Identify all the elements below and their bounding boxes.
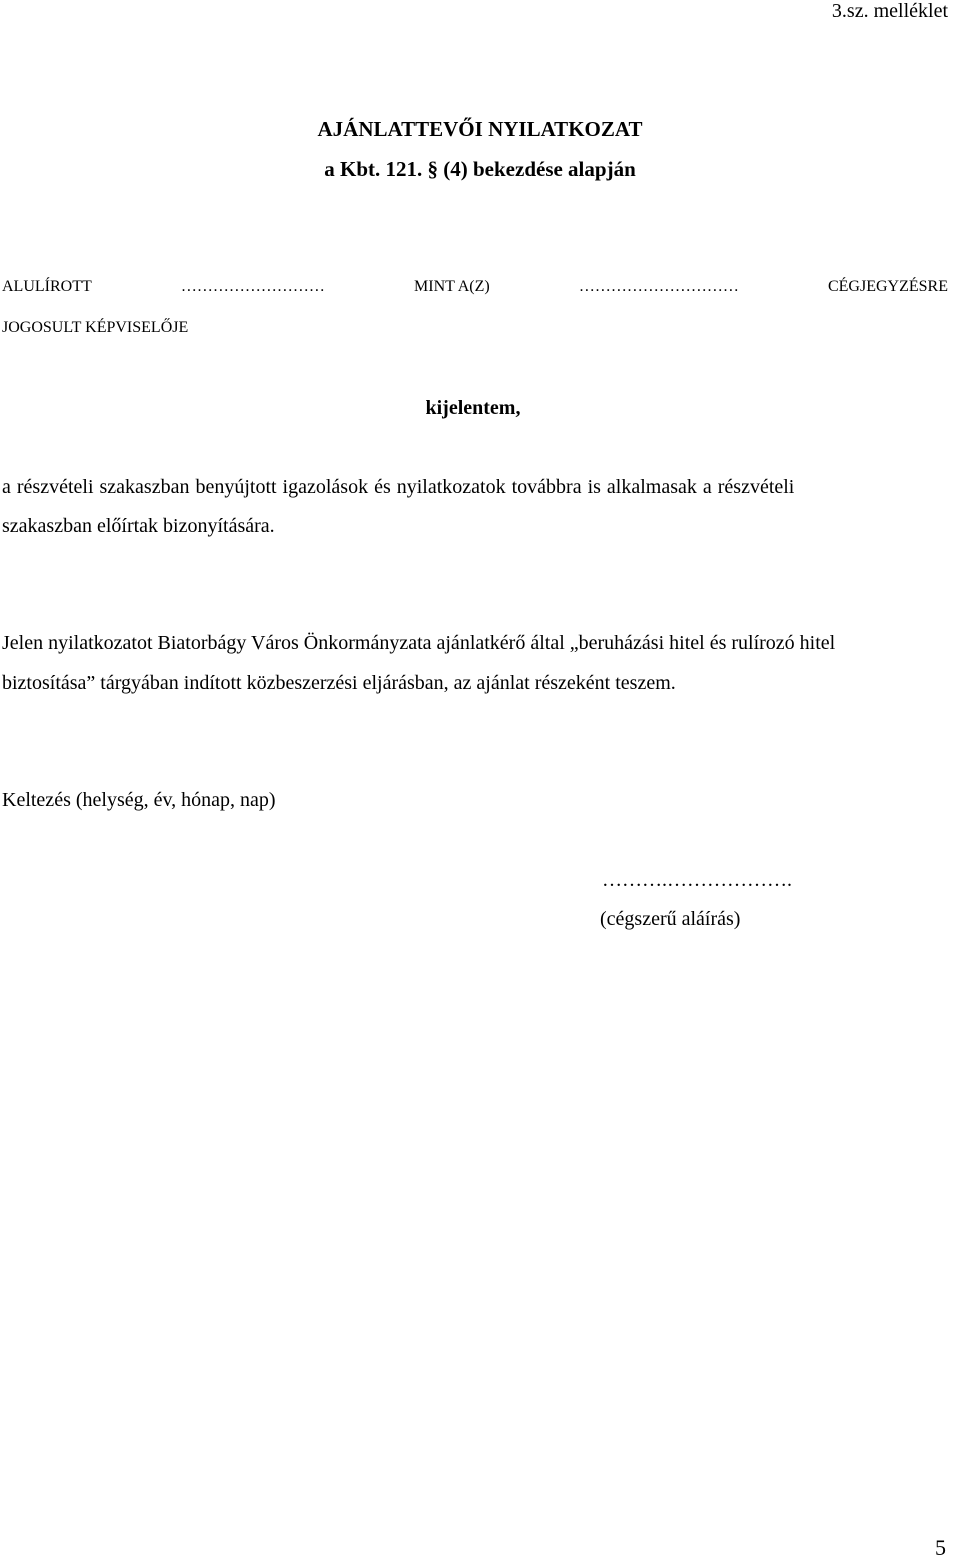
signature-caption: (cégszerű aláírás) [600, 908, 741, 930]
name-placeholder: ……………………… [180, 278, 325, 295]
signature-line: ……….………………. [602, 869, 792, 891]
paragraph2-line2: biztosítása” tárgyában indított közbeszerzési eljárásban, az ajánlat részeként teszem. [2, 672, 676, 694]
authorized-label: CÉGJEGYZÉSRE [827, 278, 948, 295]
undersigned-label: ALULÍROTT [2, 278, 92, 295]
declaration-line [2, 277, 948, 297]
page-number: 5 [935, 1535, 946, 1560]
declare-word: kijelentem, [425, 397, 521, 419]
company-placeholder: ………………………… [578, 278, 739, 295]
document-title: AJÁNLATTEVŐI NYILATKOZAT [317, 117, 643, 141]
representative-label: JOGOSULT KÉPVISELŐJE [2, 319, 189, 336]
paragraph1-line1: a részvételi szakaszban benyújtott igazolások és nyilatkozatok továbbra is alkalmasak a részvételi [2, 476, 795, 498]
annex-label: 3.sz. melléklet [831, 0, 948, 22]
paragraph2-line1: Jelen nyilatkozatot Biatorbágy Város Önkormányzata ajánlatkérő által „beruházási hitel és rulírozó hitel [2, 632, 836, 654]
paragraph1-line2: szakaszban előírtak bizonyítására. [2, 515, 275, 537]
as-the-label: MINT A(Z) [414, 278, 490, 295]
document-subtitle: a Kbt. 121. § (4) bekezdése alapján [324, 157, 636, 181]
date-label: Keltezés (helység, év, hónap, nap) [2, 789, 276, 811]
